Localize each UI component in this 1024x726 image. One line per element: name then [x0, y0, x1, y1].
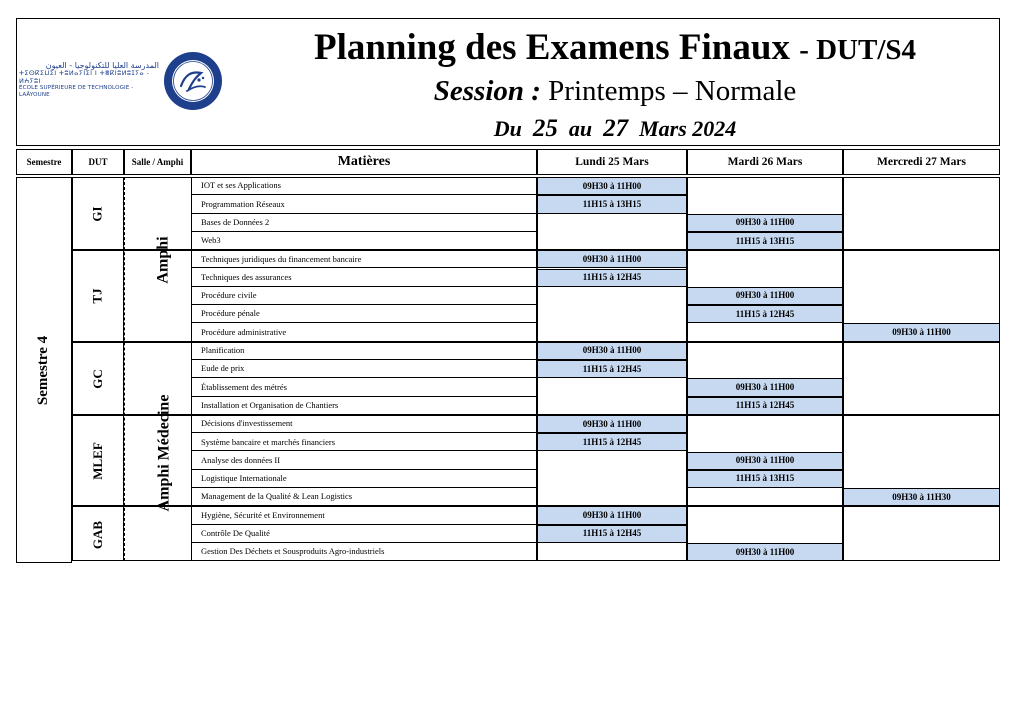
exam-time-slot: 09H30 à 11H00: [687, 287, 843, 305]
group-label-gc: GC: [90, 368, 105, 389]
subject-cell: Logistique Internationale: [191, 470, 537, 488]
subject-cell: Planification: [191, 342, 537, 360]
subject-cell: Établissement des métrés: [191, 378, 537, 396]
subject-cell: Gestion Des Déchets et Sousproduits Agro-industriels: [191, 543, 537, 561]
exam-time-slot: 11H15 à 12H45: [687, 305, 843, 323]
subject-cell: Web3: [191, 232, 537, 250]
exam-time-slot: 11H15 à 12H45: [537, 525, 687, 543]
school-logo: [19, 49, 229, 109]
exam-time-slot: 09H30 à 11H00: [537, 342, 687, 360]
page-title: [255, 29, 975, 66]
exam-time-slot: 11H15 à 13H15: [687, 470, 843, 488]
date-range: [255, 116, 975, 141]
date-end: 27: [603, 115, 629, 142]
title-suffix: - DUT/S4: [799, 34, 917, 66]
group-cell: [72, 415, 124, 507]
subject-cell: Procédure civile: [191, 287, 537, 305]
session-value: Printemps – Normale: [548, 75, 797, 107]
exam-time-slot: 11H15 à 12H45: [537, 360, 687, 378]
group-label-tj: TJ: [89, 288, 105, 304]
exam-time-slot: 09H30 à 11H00: [687, 543, 843, 561]
title-main: Planning des Examens Finaux: [313, 27, 790, 68]
header-semestre: Semestre: [16, 149, 72, 175]
room-cell: [124, 250, 191, 342]
date-rest: Mars 2024: [639, 116, 737, 141]
exam-schedule-table: [16, 149, 1000, 563]
logo-text: [19, 61, 159, 98]
semester-label: Semestre 4: [35, 335, 52, 405]
group-day-block: [843, 342, 1000, 415]
subject-cell: Hygiène, Sécurité et Environnement: [191, 506, 537, 524]
logo-french-text: ÉCOLE SUPÉRIEURE DE TECHNOLOGIE - LAÂYOUNE: [19, 85, 134, 98]
group-cell: [72, 177, 124, 250]
date-du: Du: [493, 116, 522, 141]
logo-amazigh-text: ⵜⵉⵙⴽⵉⵡⵉⵏ ⵜⵓⵍⴰⵢⵏⵉⵏ ⵏ ⵜⴻⴽⵏⵓⵍⵓⵊⵢⴰ - ⵍⵄⵢⵓⵏ: [19, 69, 150, 85]
header-matieres: Matières: [191, 149, 537, 175]
room-cell: [124, 506, 191, 561]
exam-time-slot: 09H30 à 11H00: [843, 323, 1000, 341]
exam-time-slot: 11H15 à 12H45: [537, 269, 687, 287]
date-au: au: [568, 116, 593, 141]
date-start: 25: [532, 115, 558, 142]
exam-time-slot: 09H30 à 11H00: [537, 415, 687, 433]
subject-cell: Analyse des données II: [191, 452, 537, 470]
subject-cell: Décisions d'investissement: [191, 415, 537, 433]
header-salle: Salle / Amphi: [124, 149, 191, 175]
subject-cell: Contrôle De Qualité: [191, 525, 537, 543]
header-day-3: Mercredi 27 Mars: [843, 149, 1000, 175]
exam-time-slot: 11H15 à 12H45: [687, 397, 843, 415]
header-dut: DUT: [72, 149, 124, 175]
exam-time-slot: 09H30 à 11H00: [687, 214, 843, 232]
exam-time-slot: 11H15 à 13H15: [687, 232, 843, 250]
exam-time-slot: 11H15 à 13H15: [537, 195, 687, 213]
exam-time-slot: 09H30 à 11H30: [843, 488, 1000, 506]
subject-cell: IOT et ses Applications: [191, 177, 537, 195]
group-cell: [72, 506, 124, 561]
group-cell: [72, 342, 124, 415]
exam-time-slot: 09H30 à 11H00: [687, 452, 843, 470]
header-day-2: Mardi 26 Mars: [687, 149, 843, 175]
header-box: [16, 18, 1000, 146]
university-seal-icon: [163, 51, 223, 111]
session-label: Session :: [433, 75, 541, 107]
room-label-amphi: Amphi: [155, 235, 172, 284]
exam-time-slot: 09H30 à 11H00: [537, 506, 687, 524]
subject-cell: Techniques des assurances: [191, 269, 537, 287]
subject-cell: Management de la Qualité & Lean Logistics: [191, 488, 537, 506]
group-day-block: [843, 506, 1000, 561]
subject-cell: Procédure administrative: [191, 323, 537, 341]
group-label-gab: GAB: [89, 520, 105, 550]
room-label-amphi-medecine: Amphi Médecine: [155, 394, 172, 511]
group-label-mlef: MLEF: [90, 442, 105, 480]
subject-cell: Eude de prix: [191, 360, 537, 378]
group-day-block: [843, 177, 1000, 250]
subject-cell: Techniques juridiques du financement bancaire: [191, 250, 537, 268]
exam-time-slot: 09H30 à 11H00: [537, 250, 687, 268]
exam-time-slot: 11H15 à 12H45: [537, 433, 687, 451]
exam-time-slot: 09H30 à 11H00: [537, 177, 687, 195]
subject-cell: Bases de Données 2: [191, 214, 537, 232]
room-cell: [124, 415, 191, 507]
room-divider-dashed: [124, 177, 125, 561]
room-cell: [124, 342, 191, 415]
session-line: [255, 77, 975, 106]
subject-cell: Procédure pénale: [191, 305, 537, 323]
subject-cell: Programmation Réseaux: [191, 195, 537, 213]
header-day-1: Lundi 25 Mars: [537, 149, 687, 175]
subject-cell: Installation et Organisation de Chantiers: [191, 397, 537, 415]
room-cell: [124, 177, 191, 250]
group-label-gi: GI: [89, 205, 105, 222]
exam-time-slot: 09H30 à 11H00: [687, 378, 843, 396]
subject-cell: Système bancaire et marchés financiers: [191, 433, 537, 451]
logo-arabic-text: المدرسة العليا للتكنولوجيا - العيون: [45, 61, 159, 70]
group-cell: [72, 250, 124, 342]
